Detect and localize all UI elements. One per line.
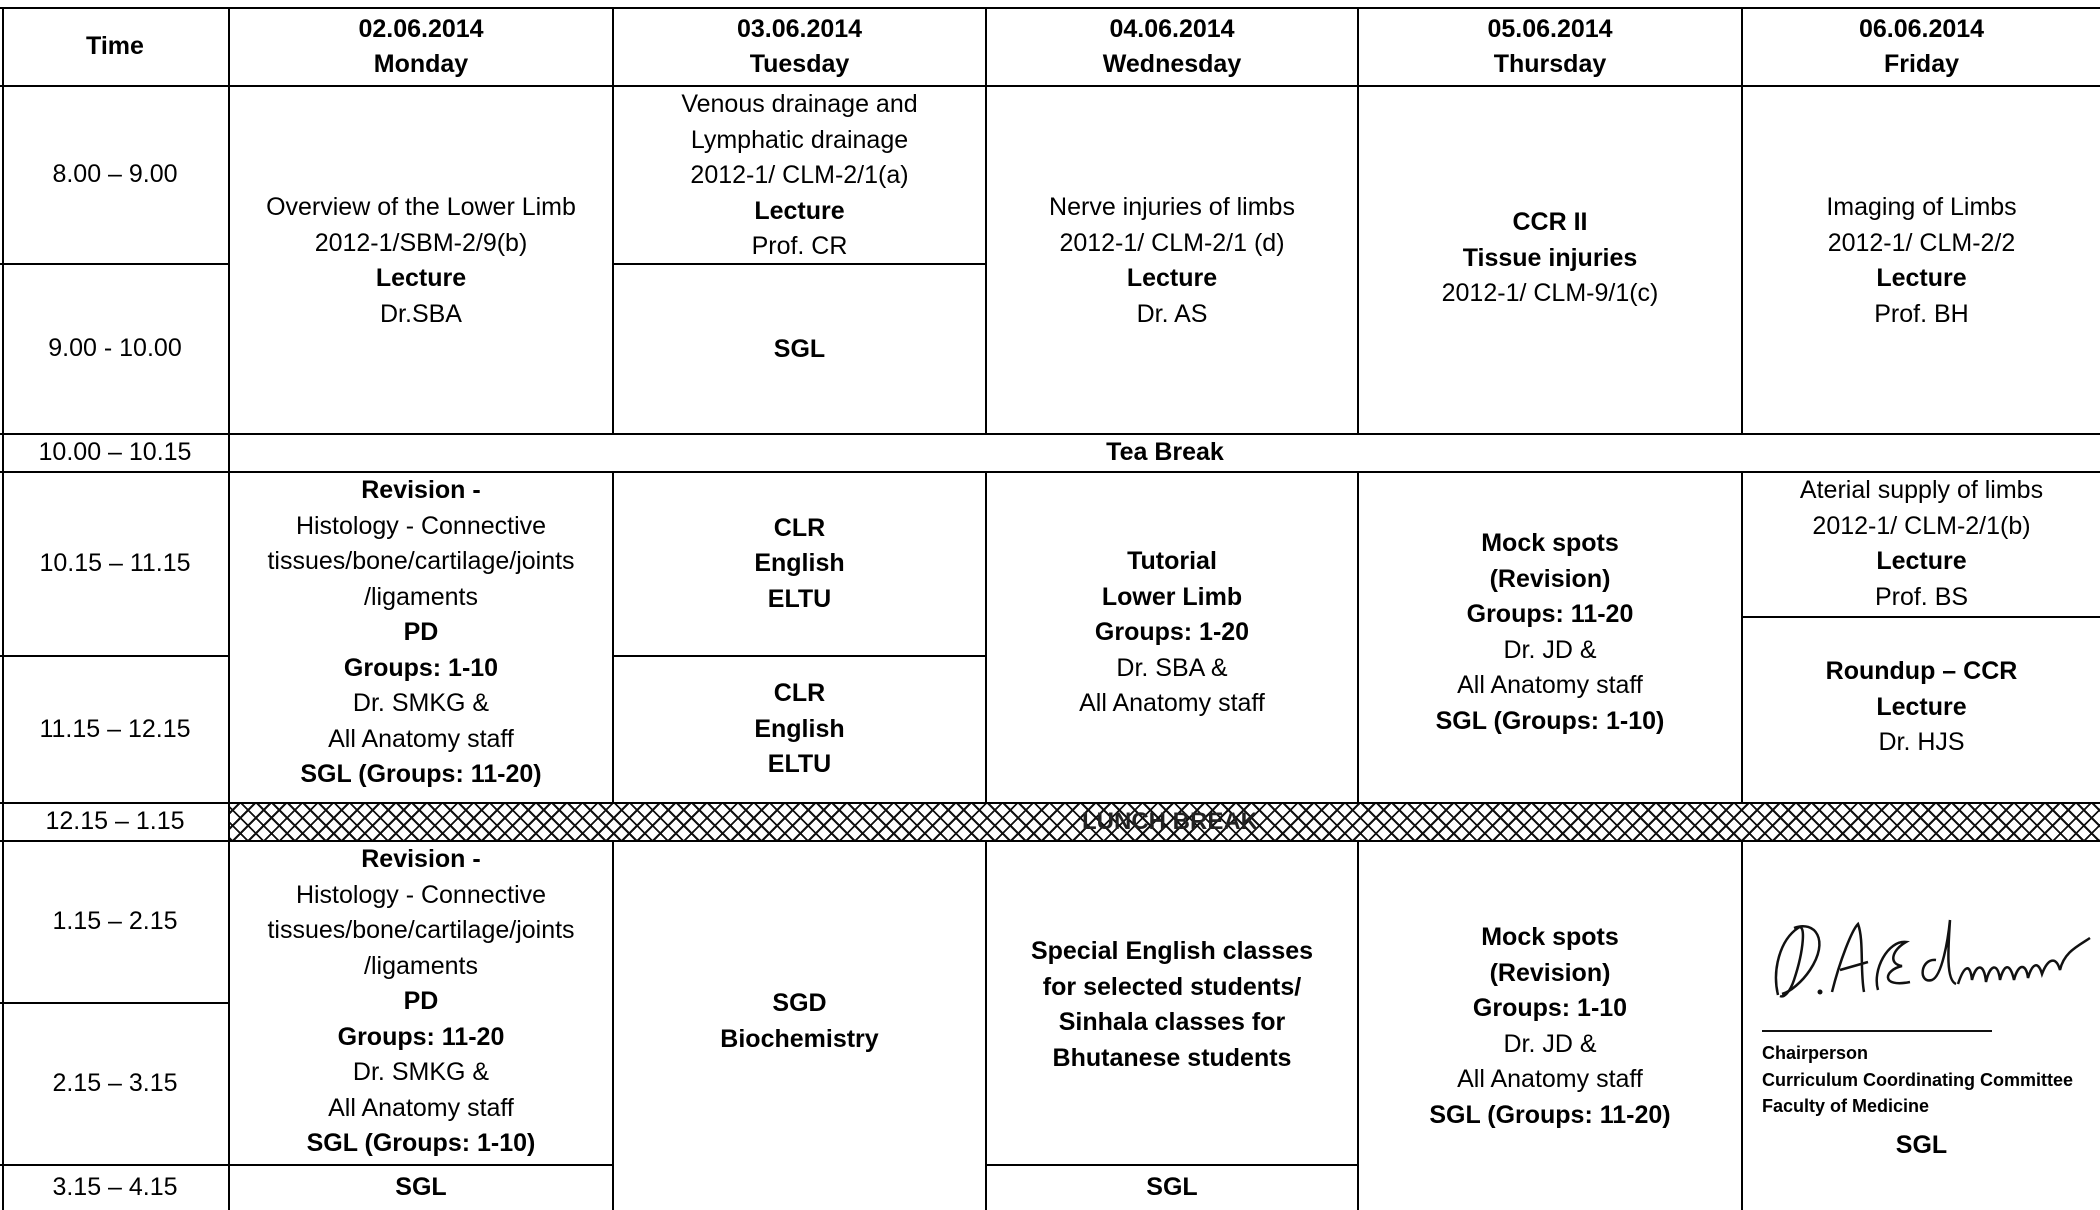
time-label: 11.15 – 12.15 — [39, 714, 191, 743]
session-title: Imaging of Limbs — [1826, 193, 2017, 221]
session-lecturer: All Anatomy staff — [1457, 671, 1643, 699]
session-title: Roundup – CCR — [1825, 657, 2018, 685]
session-type: SGL — [773, 335, 826, 363]
session-thursday-afternoon — [1359, 842, 1741, 1210]
header-date: 03.06.2014 — [736, 14, 863, 43]
session-title: CCR II — [1512, 208, 1588, 236]
session-lecturer: All Anatomy staff — [328, 724, 514, 753]
session-groups: Groups: 1-20 — [1094, 618, 1250, 646]
session-sgl: SGL (Groups: 11-20) — [1429, 1100, 1671, 1129]
session-thursday-morning — [1359, 87, 1741, 433]
session-code: 2012-1/SBM-2/9(b) — [314, 228, 528, 257]
session-code: 2012-1/ CLM-2/1(a) — [690, 161, 909, 189]
header-date: 02.06.2014 — [358, 14, 484, 43]
session-type: Lecture — [375, 264, 467, 292]
session-wednesday-morning — [987, 87, 1357, 433]
session-tuesday-1015 — [614, 473, 985, 655]
session-type: PD — [403, 618, 439, 646]
session-type: SGL — [395, 1173, 447, 1202]
signatory-block — [1762, 1040, 2073, 1120]
session-lecturer: Dr. SBA & — [1116, 653, 1228, 682]
time-label: 3.15 – 4.15 — [52, 1173, 178, 1202]
session-lecturer: Dr. JD & — [1503, 1029, 1597, 1058]
time-label: 8.00 – 9.00 — [52, 160, 178, 189]
session-sgl: SGL (Groups: 11-20) — [300, 760, 542, 788]
session-code: 2012-1/ CLM-2/2 — [1827, 228, 2016, 257]
header-monday — [230, 9, 612, 85]
session-title: Biochemistry — [720, 1024, 879, 1053]
session-type: PD — [403, 987, 439, 1015]
session-title: Tutorial — [1127, 547, 1217, 575]
lunch-break-label: LUNCH BREAK — [1082, 808, 1258, 835]
session-groups: Groups: 11-20 — [1466, 600, 1634, 628]
time-slot — [2, 435, 228, 471]
session-lecturer: Dr. SMKG & — [352, 689, 490, 717]
session-title: Venous drainage and — [681, 90, 918, 118]
header-time-label: Time — [86, 32, 144, 61]
session-lecturer: Dr. JD & — [1503, 635, 1597, 664]
session-friday-morning — [1743, 87, 2100, 433]
session-title: Lower Limb — [1101, 582, 1243, 611]
session-title: for selected students/ — [1042, 972, 1302, 1001]
session-tuesday-0900 — [614, 265, 985, 433]
session-friday-roundup — [1743, 618, 2100, 802]
session-topic: Histology - Connective — [295, 880, 547, 909]
header-friday — [1743, 9, 2100, 85]
time-slot — [2, 1004, 228, 1164]
time-slot — [2, 842, 228, 1002]
time-slot — [2, 657, 228, 802]
session-tuesday-0800 — [614, 87, 985, 263]
session-type: Lecture — [1126, 264, 1218, 292]
session-topic: /ligaments — [364, 951, 478, 980]
time-slot — [2, 1166, 228, 1210]
session-type: Lecture — [754, 196, 845, 225]
header-day: Friday — [1883, 50, 1960, 78]
signatory-faculty: Faculty of Medicine — [1762, 1096, 1930, 1116]
session-type: SGD — [772, 989, 827, 1017]
tea-break-label: Tea Break — [1106, 438, 1224, 467]
time-slot — [2, 265, 228, 433]
session-type: Lecture — [1876, 692, 1967, 721]
time-slot — [2, 804, 228, 840]
session-title: Mock spots — [1481, 529, 1619, 557]
time-label: 9.00 - 10.00 — [48, 334, 182, 363]
signatory-title: Chairperson — [1762, 1043, 1869, 1063]
session-unit: ELTU — [767, 750, 832, 779]
signature-line — [1762, 1030, 1992, 1032]
session-title: Tissue injuries — [1462, 243, 1638, 272]
tea-break — [230, 435, 2100, 471]
session-code: 2012-1/ CLM-2/1(b) — [1812, 511, 2031, 540]
session-lecturer: Prof. BS — [1874, 582, 1969, 611]
session-friday-1015 — [1743, 473, 2100, 616]
session-title: Special English classes — [1030, 937, 1314, 965]
session-title: (Revision) — [1489, 564, 1611, 593]
session-monday-morning — [230, 87, 612, 433]
session-title: Aterial supply of limbs — [1799, 476, 2044, 504]
signature — [1760, 900, 2100, 1020]
session-type: CLR — [773, 513, 826, 542]
header-day: Thursday — [1493, 50, 1607, 78]
session-wednesday-afternoon — [987, 842, 1357, 1164]
session-tuesday-1115 — [614, 657, 985, 802]
session-lecturer: All Anatomy staff — [328, 1093, 514, 1122]
session-thursday-midday — [1359, 473, 1741, 802]
session-lecturer: Dr.SBA — [380, 299, 462, 328]
time-label: 10.15 – 11.15 — [39, 549, 191, 578]
session-type: Lecture — [1876, 547, 1967, 575]
session-lecturer: Prof. BH — [1874, 299, 1969, 328]
session-type: Lecture — [1876, 264, 1967, 292]
session-topic: /ligaments — [364, 582, 478, 611]
header-time — [2, 9, 228, 85]
session-title: Sinhala classes for — [1058, 1008, 1286, 1036]
time-label: 10.00 – 10.15 — [38, 438, 192, 467]
session-topic: tissues/bone/cartilage/joints — [267, 916, 575, 944]
session-title: Overview of the Lower Limb — [266, 193, 576, 221]
session-title: Revision - — [361, 476, 481, 504]
session-sgl: SGL (Groups: 1-10) — [1435, 706, 1665, 735]
session-lecturer: All Anatomy staff — [1079, 689, 1265, 717]
header-thursday — [1359, 9, 1741, 85]
session-topic: tissues/bone/cartilage/joints — [267, 547, 575, 575]
session-groups: Groups: 1-10 — [1472, 994, 1628, 1022]
session-monday-last — [230, 1166, 612, 1210]
session-friday-sgl — [1743, 1126, 2100, 1166]
time-label: 12.15 – 1.15 — [45, 807, 185, 836]
session-type: SGL — [1146, 1173, 1198, 1202]
header-wednesday — [987, 9, 1357, 85]
session-unit: ELTU — [767, 584, 832, 613]
header-date: 05.06.2014 — [1487, 14, 1613, 43]
session-title: Lymphatic drainage — [690, 125, 909, 154]
session-wednesday-last — [987, 1166, 1357, 1210]
time-slot — [2, 473, 228, 655]
session-sgl: SGL (Groups: 1-10) — [306, 1129, 536, 1157]
session-title: Mock spots — [1481, 923, 1619, 951]
time-label: 2.15 – 3.15 — [52, 1069, 178, 1098]
session-code: 2012-1/ CLM-9/1(c) — [1441, 279, 1659, 307]
header-date: 06.06.2014 — [1858, 14, 1985, 43]
session-lecturer: Dr. AS — [1136, 299, 1208, 328]
session-title: Revision - — [361, 845, 481, 873]
session-tuesday-afternoon — [614, 842, 985, 1210]
session-type: SGL — [1895, 1131, 1948, 1160]
session-topic: Histology - Connective — [295, 511, 547, 540]
session-code: 2012-1/ CLM-2/1 (d) — [1059, 228, 1285, 257]
signatory-committee: Curriculum Coordinating Committee — [1762, 1069, 2074, 1090]
header-date: 04.06.2014 — [1109, 14, 1235, 43]
session-lecturer: All Anatomy staff — [1457, 1065, 1643, 1093]
time-label: 1.15 – 2.15 — [52, 907, 178, 936]
session-lecturer: Prof. CR — [751, 232, 848, 260]
lunch-break — [1070, 804, 1270, 840]
session-title: English — [754, 549, 845, 578]
session-lecturer: Dr. HJS — [1878, 728, 1965, 756]
header-day: Wednesday — [1102, 50, 1242, 78]
session-title: (Revision) — [1489, 958, 1611, 987]
header-day: Monday — [373, 50, 469, 78]
session-groups: Groups: 11-20 — [337, 1022, 505, 1051]
session-title: Bhutanese students — [1052, 1043, 1292, 1072]
header-day: Tuesday — [749, 50, 850, 78]
header-tuesday — [614, 9, 985, 85]
session-title: Nerve injuries of limbs — [1049, 193, 1295, 221]
session-monday-midday — [230, 473, 612, 802]
session-title: English — [754, 714, 845, 743]
session-groups: Groups: 1-10 — [343, 653, 499, 682]
session-monday-afternoon — [230, 842, 612, 1164]
session-type: CLR — [773, 679, 826, 708]
session-wednesday-midday — [987, 473, 1357, 802]
session-lecturer: Dr. SMKG & — [352, 1058, 490, 1086]
time-slot — [2, 87, 228, 263]
